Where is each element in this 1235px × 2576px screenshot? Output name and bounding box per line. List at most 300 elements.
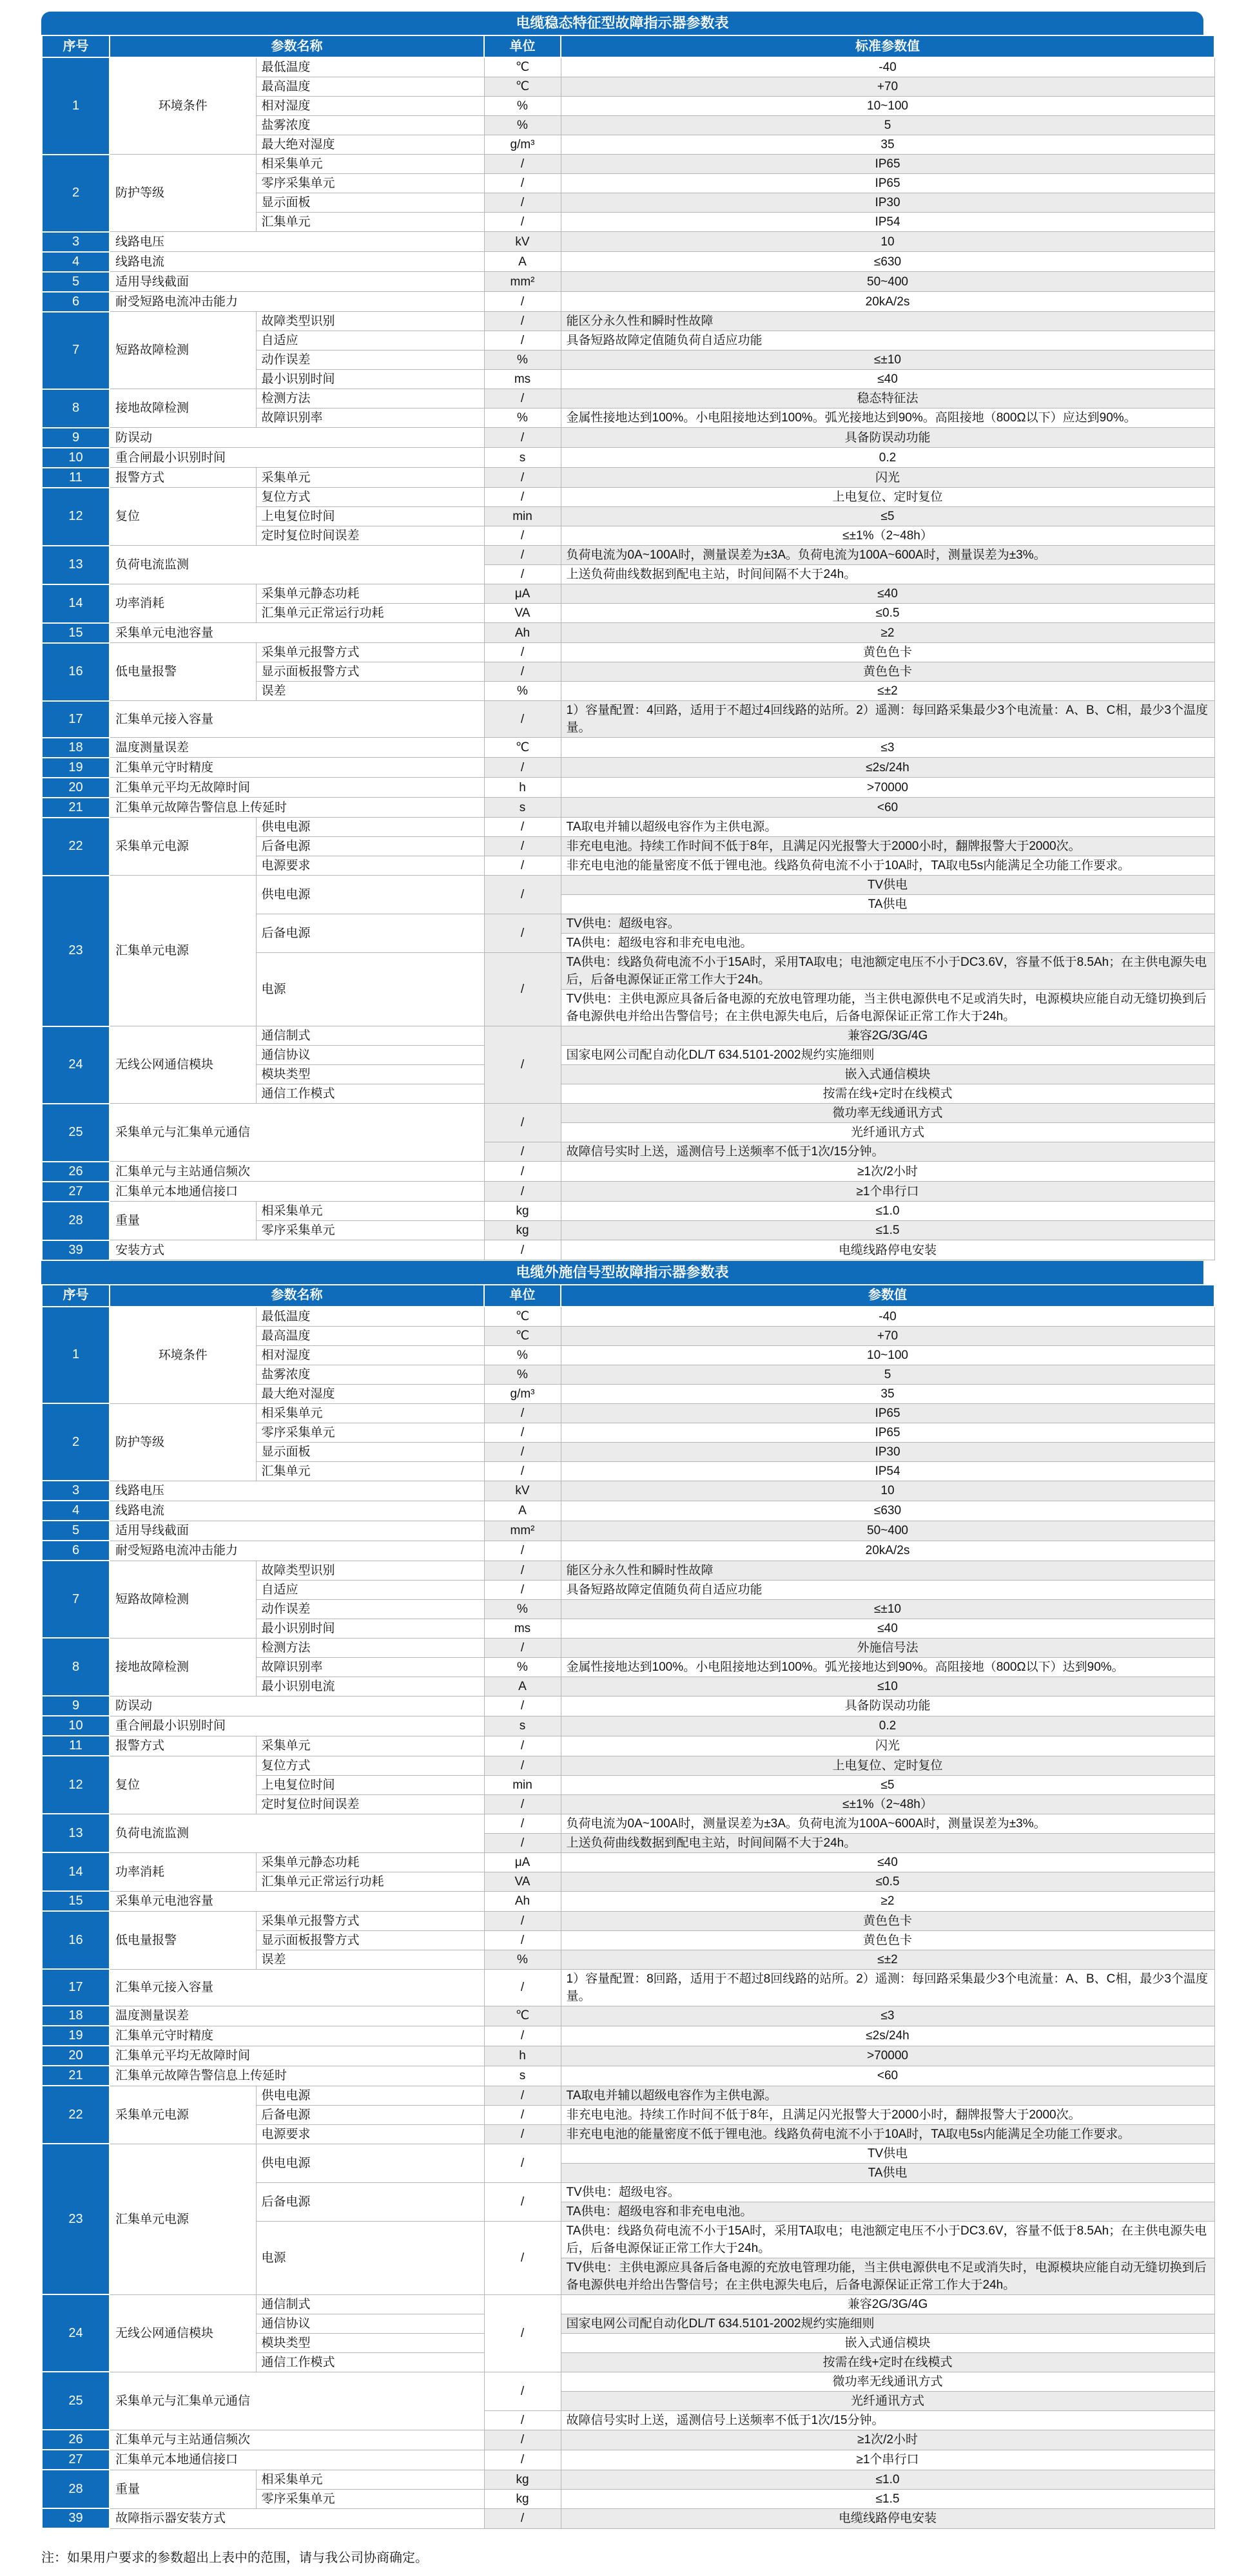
param-sub-cell: 采集单元静态功耗 [256, 584, 484, 604]
unit-cell: kg [484, 1221, 561, 1240]
param-group-cell: 采集单元与汇集单元通信 [110, 2372, 484, 2430]
unit-cell: μA [484, 584, 561, 604]
table-row [42, 252, 1214, 272]
param-group-cell: 负荷电流监测 [110, 1814, 484, 1852]
param-group-cell: 低电量报警 [110, 643, 256, 701]
unit-cell: / [484, 2221, 561, 2294]
row-number-cell: 19 [42, 2026, 110, 2046]
unit-cell: / [484, 818, 561, 837]
table-row [42, 643, 1214, 662]
table-row [42, 1307, 1214, 1327]
header-cell: 单位 [484, 35, 561, 57]
value-cell: 负荷电流为0A~100A时，测量误差为±3A。负荷电流为100A~600A时，测量误差为±3%。 [561, 1814, 1214, 1833]
param-group-cell: 接地故障检测 [110, 389, 256, 428]
value-cell: 10~100 [561, 97, 1214, 116]
value-cell: 金属性接地达到100%。小电阻接地达到100%。弧光接地达到90%。高阻接地（800Ω以下）应达到90%。 [561, 409, 1214, 428]
value-cell: IP54 [561, 213, 1214, 232]
unit-cell: / [484, 2182, 561, 2221]
value-cell: 负荷电流为0A~100A时，测量误差为±3A。负荷电流为100A~600A时，测量误差为±3%。 [561, 546, 1214, 565]
param-group-cell: 重合闸最小识别时间 [110, 1716, 484, 1736]
value-cell: IP65 [561, 155, 1214, 174]
row-number-cell: 1 [42, 1307, 110, 1404]
unit-cell: / [484, 1423, 561, 1442]
footnote: 注：如果用户要求的参数超出上表中的范围，请与我公司协商确定。 [41, 2551, 428, 2565]
value-cell: 嵌入式通信模块 [561, 1065, 1214, 1084]
table-row [42, 1162, 1214, 1182]
value-cell: 金属性接地达到100%。小电阻接地达到100%。弧光接地达到90%。高阻接地（800Ω以下）达到90%。 [561, 1657, 1214, 1677]
param-group-cell: 重量 [110, 1202, 256, 1240]
table-row [42, 876, 1214, 895]
unit-cell: % [484, 97, 561, 116]
value-cell: -40 [561, 1307, 1214, 1327]
unit-cell: / [484, 565, 561, 584]
param-group-cell: 汇集单元平均无故障时间 [110, 778, 484, 798]
param-group-cell: 采集单元电源 [110, 2086, 256, 2144]
value-cell: 非充电电池的能量密度不低于锂电池。线路负荷电流不小于10A时，TA取电5s内能满足全功能工作要求。 [561, 2124, 1214, 2144]
unit-cell: / [484, 2450, 561, 2470]
unit-cell: / [484, 526, 561, 546]
value-cell: 35 [561, 1384, 1214, 1403]
param-sub-cell: 后备电源 [256, 914, 484, 953]
value-cell: 10~100 [561, 1345, 1214, 1365]
row-number-cell: 21 [42, 2066, 110, 2086]
value-cell: 能区分永久性和瞬时性故障 [561, 312, 1214, 331]
param-group-cell: 汇集单元守时精度 [110, 2026, 484, 2046]
value-cell: 黄色色卡 [561, 643, 1214, 662]
unit-cell: Ah [484, 1891, 561, 1911]
unit-cell: / [484, 312, 561, 331]
param-group-cell: 无线公网通信模块 [110, 1026, 256, 1104]
param-sub-cell: 最低温度 [256, 1307, 484, 1327]
table-row [42, 2294, 1214, 2314]
unit-cell: / [484, 488, 561, 507]
value-cell: 黄色色卡 [561, 662, 1214, 682]
unit-cell: / [484, 546, 561, 565]
row-number-cell: 10 [42, 1716, 110, 1736]
param-sub-cell: 动作误差 [256, 351, 484, 370]
unit-cell: / [484, 2294, 561, 2372]
table-row [42, 798, 1214, 818]
value-cell: ≤5 [561, 1775, 1214, 1794]
param-sub-cell: 最小识别时间 [256, 1619, 484, 1638]
table-row [42, 738, 1214, 758]
param-sub-cell: 电源 [256, 953, 484, 1026]
unit-cell: / [484, 389, 561, 409]
param-sub-cell: 复位方式 [256, 488, 484, 507]
unit-cell: % [484, 1365, 561, 1384]
value-cell: TV供电：超级电容。 [561, 914, 1214, 934]
row-number-cell: 22 [42, 2086, 110, 2144]
table-row [42, 701, 1214, 738]
param-group-cell: 防误动 [110, 1696, 484, 1716]
unit-cell: ℃ [484, 1307, 561, 1327]
header-cell: 单位 [484, 1285, 561, 1307]
value-cell: IP65 [561, 1423, 1214, 1442]
value-cell: 光纤通讯方式 [561, 1123, 1214, 1142]
value-cell: ≤±10 [561, 351, 1214, 370]
unit-cell: / [484, 1561, 561, 1580]
unit-cell: ℃ [484, 2006, 561, 2026]
unit-cell: / [484, 1142, 561, 1162]
row-number-cell: 20 [42, 778, 110, 798]
unit-cell: / [484, 662, 561, 682]
unit-cell: kV [484, 232, 561, 252]
param-sub-cell: 故障类型识别 [256, 312, 484, 331]
value-cell: 0.2 [561, 1716, 1214, 1736]
row-number-cell: 3 [42, 232, 110, 252]
param-sub-cell: 采集单元报警方式 [256, 643, 484, 662]
row-number-cell: 39 [42, 2508, 110, 2528]
table-row [42, 1202, 1214, 1221]
unit-cell: % [484, 351, 561, 370]
param-sub-cell: 通信工作模式 [256, 2352, 484, 2372]
unit-cell: mm² [484, 272, 561, 292]
row-number-cell: 18 [42, 2006, 110, 2026]
table-row [42, 2046, 1214, 2066]
param-sub-cell: 误差 [256, 1950, 484, 1969]
row-number-cell: 28 [42, 1202, 110, 1240]
unit-cell: kg [484, 2470, 561, 2489]
table-2-title: 电缆外施信号型故障指示器参数表 [41, 1261, 1203, 1284]
unit-cell: / [484, 2410, 561, 2430]
unit-cell: / [484, 1403, 561, 1423]
unit-cell: / [484, 1104, 561, 1142]
value-cell: +70 [561, 1326, 1214, 1345]
value-cell: 20kA/2s [561, 1541, 1214, 1561]
unit-cell: / [484, 856, 561, 876]
table-row [42, 448, 1214, 468]
value-cell: 微功率无线通讯方式 [561, 1104, 1214, 1123]
row-number-cell: 10 [42, 448, 110, 468]
table-row [42, 1403, 1214, 1423]
value-cell: 电缆线路停电安装 [561, 1240, 1214, 1260]
param-group-cell: 汇集单元与主站通信频次 [110, 1162, 484, 1182]
header-cell: 标准参数值 [561, 35, 1214, 57]
table-row [42, 623, 1214, 643]
table-2-body [42, 1285, 1214, 2529]
table-row [42, 2006, 1214, 2026]
unit-cell: / [484, 174, 561, 193]
param-group-cell: 采集单元电源 [110, 818, 256, 876]
unit-cell: A [484, 1677, 561, 1696]
param-group-cell: 汇集单元守时精度 [110, 758, 484, 778]
value-cell: 国家电网公司配自动化DL/T 634.5101-2002规约实施细则 [561, 1046, 1214, 1065]
row-number-cell: 23 [42, 876, 110, 1026]
param-group-cell: 线路电流 [110, 1501, 484, 1521]
value-cell: ≤3 [561, 2006, 1214, 2026]
row-number-cell: 25 [42, 1104, 110, 1162]
value-cell: 兼容2G/3G/4G [561, 1026, 1214, 1046]
value-cell: 闪光 [561, 1736, 1214, 1756]
param-group-cell: 汇集单元接入容量 [110, 1969, 484, 2006]
value-cell: ≤40 [561, 1619, 1214, 1638]
param-sub-cell: 最小识别电流 [256, 1677, 484, 1696]
value-cell: 具备防误动功能 [561, 1696, 1214, 1716]
unit-cell: / [484, 2372, 561, 2410]
value-cell: 10 [561, 1481, 1214, 1501]
param-sub-cell: 定时复位时间误差 [256, 1794, 484, 1814]
row-number-cell: 7 [42, 1561, 110, 1638]
param-sub-cell: 通信协议 [256, 2314, 484, 2333]
unit-cell: / [484, 876, 561, 914]
value-cell: TA供电 [561, 895, 1214, 914]
param-sub-cell: 上电复位时间 [256, 1775, 484, 1794]
value-cell: ≤1.5 [561, 1221, 1214, 1240]
table-row [42, 155, 1214, 174]
row-number-cell: 26 [42, 2430, 110, 2450]
row-number-cell: 27 [42, 1182, 110, 1202]
unit-cell: VA [484, 604, 561, 623]
value-cell: 兼容2G/3G/4G [561, 2294, 1214, 2314]
unit-cell: / [484, 1969, 561, 2006]
value-cell: 50~400 [561, 272, 1214, 292]
unit-cell: Ah [484, 623, 561, 643]
unit-cell: s [484, 1716, 561, 1736]
param-sub-cell: 汇集单元 [256, 1461, 484, 1481]
unit-cell: / [484, 953, 561, 1026]
param-sub-cell: 自适应 [256, 1580, 484, 1599]
table-row [42, 2508, 1214, 2528]
value-cell: ≥1次/2小时 [561, 2430, 1214, 2450]
param-sub-cell: 后备电源 [256, 2105, 484, 2124]
value-cell: 35 [561, 135, 1214, 155]
value-cell: IP30 [561, 193, 1214, 213]
table-row [42, 1696, 1214, 1716]
row-number-cell: 23 [42, 2144, 110, 2294]
header-cell: 参数名称 [110, 1285, 484, 1307]
param-group-cell: 复位 [110, 488, 256, 546]
row-number-cell: 13 [42, 546, 110, 584]
row-number-cell: 11 [42, 1736, 110, 1756]
row-number-cell: 11 [42, 468, 110, 488]
table-row [42, 2066, 1214, 2086]
param-sub-cell: 动作误差 [256, 1599, 484, 1619]
unit-cell: g/m³ [484, 135, 561, 155]
value-cell: ≤±2 [561, 1950, 1214, 1969]
unit-cell: min [484, 1775, 561, 1794]
row-number-cell: 4 [42, 1501, 110, 1521]
value-cell: 故障信号实时上送，遥测信号上送频率不低于1次/15分钟。 [561, 1142, 1214, 1162]
unit-cell: ms [484, 370, 561, 389]
table-row [42, 1104, 1214, 1123]
value-cell: 微功率无线通讯方式 [561, 2372, 1214, 2391]
value-cell: IP30 [561, 1442, 1214, 1461]
row-number-cell: 7 [42, 312, 110, 389]
header-cell: 序号 [42, 35, 110, 57]
param-sub-cell: 模块类型 [256, 2333, 484, 2352]
value-cell: TA取电并辅以超级电容作为主供电源。 [561, 818, 1214, 837]
param-sub-cell: 电源要求 [256, 2124, 484, 2144]
value-cell: 上送负荷曲线数据到配电主站，时间间隔不大于24h。 [561, 565, 1214, 584]
value-cell: 10 [561, 232, 1214, 252]
param-sub-cell: 误差 [256, 682, 484, 701]
param-sub-cell: 自适应 [256, 331, 484, 351]
param-sub-cell: 电源要求 [256, 856, 484, 876]
row-number-cell: 26 [42, 1162, 110, 1182]
param-sub-cell: 盐雾浓度 [256, 1365, 484, 1384]
unit-cell: g/m³ [484, 1384, 561, 1403]
table-row [42, 1852, 1214, 1872]
row-number-cell: 6 [42, 1541, 110, 1561]
param-group-cell: 短路故障检测 [110, 1561, 256, 1638]
table-row [42, 1911, 1214, 1930]
value-cell: ≤±1%（2~48h） [561, 1794, 1214, 1814]
value-cell: TV供电：主供电源应具备后备电源的充放电管理功能，当主供电源供电不足或消失时，电源模块应能自动无缝切换到后备电源供电并给出告警信号；在主供电源失电后，后备电源保证正常工作大于24h。 [561, 990, 1214, 1026]
value-cell: ≥2 [561, 1891, 1214, 1911]
table-row [42, 1969, 1214, 2006]
value-cell: ≥1个串行口 [561, 2450, 1214, 2470]
value-cell: ≤2s/24h [561, 758, 1214, 778]
value-cell: TA供电：超级电容和非充电电池。 [561, 934, 1214, 953]
value-cell: ≤40 [561, 584, 1214, 604]
row-number-cell: 18 [42, 738, 110, 758]
table-1-body [42, 35, 1214, 1260]
unit-cell: / [484, 1696, 561, 1716]
value-cell: ≤630 [561, 1501, 1214, 1521]
unit-cell: / [484, 758, 561, 778]
unit-cell: A [484, 1501, 561, 1521]
param-sub-cell: 最低温度 [256, 57, 484, 77]
unit-cell: VA [484, 1872, 561, 1891]
row-number-cell: 12 [42, 488, 110, 546]
param-sub-cell: 最小识别时间 [256, 370, 484, 389]
value-cell: TA供电：线路负荷电流不小于15A时，采用TA取电；电池额定电压不小于DC3.6V，容量不低于8.5Ah；在主供电源失电后，后备电源保证正常工作大于24h。 [561, 2221, 1214, 2258]
param-group-cell: 汇集单元平均无故障时间 [110, 2046, 484, 2066]
value-cell: 20kA/2s [561, 292, 1214, 312]
param-group-cell: 负荷电流监测 [110, 546, 484, 584]
param-sub-cell: 供电电源 [256, 818, 484, 837]
unit-cell: / [484, 1833, 561, 1852]
param-group-cell: 重合闸最小识别时间 [110, 448, 484, 468]
row-number-cell: 22 [42, 818, 110, 876]
value-cell: 按需在线+定时在线模式 [561, 1084, 1214, 1104]
unit-cell: h [484, 2046, 561, 2066]
unit-cell: / [484, 1541, 561, 1561]
value-cell: 闪光 [561, 468, 1214, 488]
unit-cell: / [484, 1461, 561, 1481]
param-sub-cell: 相对湿度 [256, 1345, 484, 1365]
value-cell: 稳态特征法 [561, 389, 1214, 409]
value-cell: TV供电：超级电容。 [561, 2182, 1214, 2202]
row-number-cell: 14 [42, 584, 110, 623]
unit-cell: ms [484, 1619, 561, 1638]
param-group-cell: 重量 [110, 2470, 256, 2508]
param-sub-cell: 显示面板 [256, 193, 484, 213]
value-cell: ≤5 [561, 507, 1214, 526]
param-sub-cell: 模块类型 [256, 1065, 484, 1084]
row-number-cell: 20 [42, 2046, 110, 2066]
unit-cell: / [484, 1182, 561, 1202]
param-sub-cell: 零序采集单元 [256, 1423, 484, 1442]
table-row [42, 488, 1214, 507]
value-cell: 具备短路故障定值随负荷自适应功能 [561, 331, 1214, 351]
unit-cell: s [484, 798, 561, 818]
unit-cell: / [484, 292, 561, 312]
row-number-cell: 15 [42, 623, 110, 643]
table-row [42, 1240, 1214, 1260]
param-sub-cell: 故障识别率 [256, 409, 484, 428]
param-group-cell: 无线公网通信模块 [110, 2294, 256, 2372]
table-row [42, 1814, 1214, 1833]
row-number-cell: 1 [42, 57, 110, 155]
param-group-cell: 线路电压 [110, 1481, 484, 1501]
param-group-cell: 汇集单元故障告警信息上传延时 [110, 798, 484, 818]
unit-cell: / [484, 1756, 561, 1775]
value-cell: 黄色色卡 [561, 1930, 1214, 1950]
value-cell: 上电复位、定时复位 [561, 488, 1214, 507]
unit-cell: % [484, 409, 561, 428]
param-sub-cell: 相采集单元 [256, 155, 484, 174]
value-cell: ≤2s/24h [561, 2026, 1214, 2046]
table-row [42, 232, 1214, 252]
table-row [42, 272, 1214, 292]
unit-cell: / [484, 1930, 561, 1950]
param-sub-cell: 定时复位时间误差 [256, 526, 484, 546]
table-row [42, 2372, 1214, 2391]
value-cell: TV供电：主供电源应具备后备电源的充放电管理功能，当主供电源供电不足或消失时，电源模块应能自动无缝切换到后备电源供电并给出告警信号；在主供电源失电后，后备电源保证正常工作大于24h。 [561, 2258, 1214, 2294]
value-cell: 非充电电池的能量密度不低于锂电池。线路负荷电流不小于10A时，TA取电5s内能满足全功能工作要求。 [561, 856, 1214, 876]
param-group-cell: 汇集单元电源 [110, 876, 256, 1026]
param-sub-cell: 盐雾浓度 [256, 116, 484, 135]
row-number-cell: 17 [42, 1969, 110, 2006]
row-number-cell: 25 [42, 2372, 110, 2430]
param-group-cell: 耐受短路电流冲击能力 [110, 1541, 484, 1561]
value-cell: TA取电并辅以超级电容作为主供电源。 [561, 2086, 1214, 2105]
row-number-cell: 2 [42, 1403, 110, 1481]
unit-cell: / [484, 1026, 561, 1104]
unit-cell: kV [484, 1481, 561, 1501]
table-row [42, 1541, 1214, 1561]
param-sub-cell: 复位方式 [256, 1756, 484, 1775]
value-cell: IP65 [561, 174, 1214, 193]
table-row [42, 1736, 1214, 1756]
unit-cell: / [484, 643, 561, 662]
unit-cell: / [484, 193, 561, 213]
row-number-cell: 24 [42, 2294, 110, 2372]
param-group-cell: 汇集单元故障告警信息上传延时 [110, 2066, 484, 2086]
param-sub-cell: 采集单元静态功耗 [256, 1852, 484, 1872]
param-group-cell: 防误动 [110, 428, 484, 448]
value-cell: 非充电电池。持续工作时间不低于8年，且满足闪光报警大于2000小时，翻牌报警大于2000次。 [561, 2105, 1214, 2124]
param-group-cell: 功率消耗 [110, 1852, 256, 1891]
value-cell: ≥1次/2小时 [561, 1162, 1214, 1182]
param-sub-cell: 通信协议 [256, 1046, 484, 1065]
unit-cell: mm² [484, 1521, 561, 1541]
param-sub-cell: 汇集单元 [256, 213, 484, 232]
param-sub-cell: 显示面板 [256, 1442, 484, 1461]
header-cell: 参数名称 [110, 35, 484, 57]
param-group-cell: 汇集单元本地通信接口 [110, 2450, 484, 2470]
value-cell: ≤1.0 [561, 1202, 1214, 1221]
table-row [42, 2144, 1214, 2163]
unit-cell: kg [484, 1202, 561, 1221]
param-sub-cell: 相采集单元 [256, 2470, 484, 2489]
value-cell: 1）容量配置：8回路，适用于不超过8回线路的站所。2）遥测：每回路采集最少3个电流量：A、B、C相，最少3个温度量。 [561, 1969, 1214, 2006]
param-group-cell: 适用导线截面 [110, 1521, 484, 1541]
value-cell: TV供电 [561, 2144, 1214, 2163]
unit-cell: / [484, 1814, 561, 1833]
row-number-cell: 19 [42, 758, 110, 778]
value-cell: 1）容量配置：4回路，适用于不超过4回线路的站所。2）遥测：每回路采集最少3个电流量：A、B、C相，最少3个温度量。 [561, 701, 1214, 738]
external-signal-indicator-table [41, 1284, 1215, 2530]
param-group-cell: 汇集单元接入容量 [110, 701, 484, 738]
param-sub-cell: 检测方法 [256, 1638, 484, 1657]
unit-cell: ℃ [484, 57, 561, 77]
unit-cell: / [484, 1580, 561, 1599]
value-cell: ≤±10 [561, 1599, 1214, 1619]
value-cell: 按需在线+定时在线模式 [561, 2352, 1214, 2372]
value-cell: ≤1.0 [561, 2470, 1214, 2489]
